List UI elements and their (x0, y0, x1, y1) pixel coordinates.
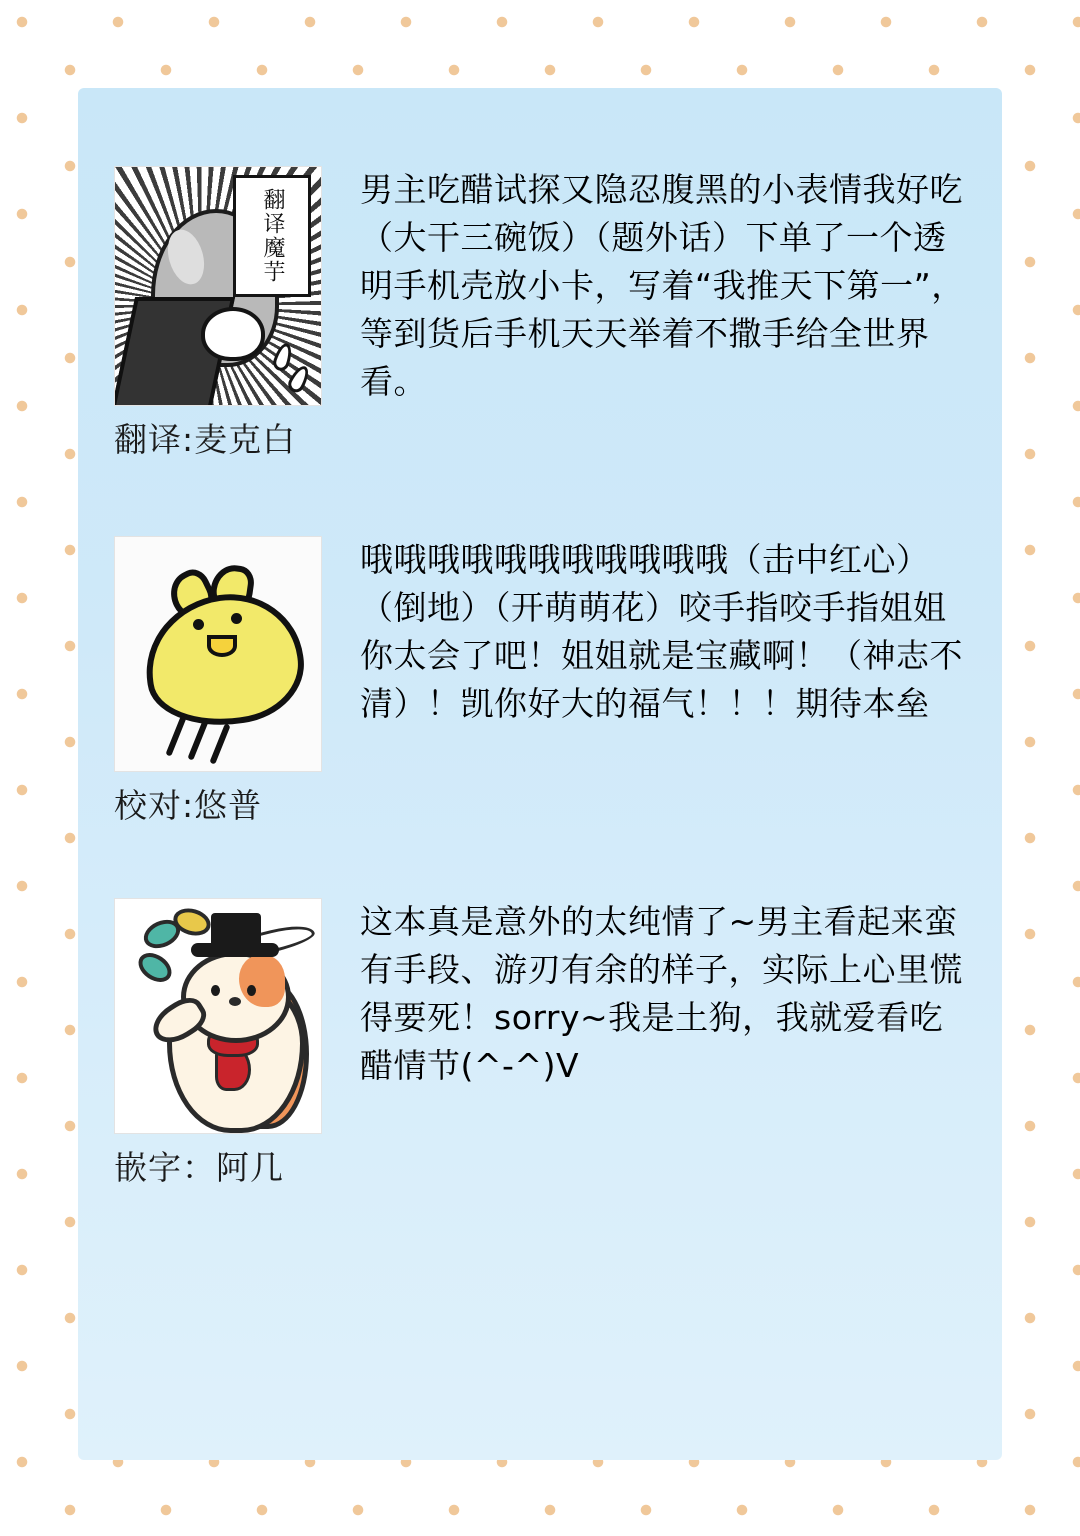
chick-body (137, 585, 312, 736)
motion-line (187, 719, 208, 760)
credit-entry (114, 166, 974, 460)
hamster-eye-right (247, 985, 256, 996)
credits-card (78, 88, 1002, 1460)
credit-entry (114, 536, 974, 826)
motion-line (165, 715, 186, 756)
credit-entry (114, 898, 974, 1188)
hand-shape (201, 307, 265, 361)
credit-entry-left-column (114, 166, 332, 460)
hamster-eye-left (211, 985, 220, 996)
manga-panel-icon (114, 166, 322, 406)
yellow-chick-icon (114, 536, 322, 772)
top-hat-brim (191, 943, 279, 957)
credit-role-label: 校对:悠普 (114, 786, 263, 825)
credit-role-label: 嵌字：阿几 (114, 1148, 284, 1187)
chick-beak (207, 635, 237, 657)
credit-entry-left-column (114, 898, 332, 1188)
hamster-tophat-icon (114, 898, 322, 1134)
speech-bubble-text: 翻译魔芋 (260, 188, 285, 284)
coin-icon (133, 947, 177, 988)
credit-role-label: 翻译:麦克白 (114, 420, 297, 459)
top-hat-icon (211, 913, 261, 947)
motion-line (209, 723, 230, 764)
hamster-fur-patch (239, 955, 285, 1007)
hamster-nose (229, 997, 241, 1006)
credit-comment-text: 这本真是意外的太纯情了~男主看起来蛮有手段、游刃有余的样子，实际上心里慌得要死！sorry~我是土狗，我就爱看吃醋情节(^-^)V (360, 902, 963, 1085)
chick-eye-left (193, 619, 204, 630)
credit-comment-text: 哦哦哦哦哦哦哦哦哦哦哦（击中红心）（倒地）（开萌萌花）咬手指咬手指姐姐你太会了吧！姐姐就是宝藏啊！（神志不清）！凯你好大的福气！！！期待本垒 (360, 540, 963, 723)
chick-eye-right (231, 613, 242, 624)
credit-comment-text: 男主吃醋试探又隐忍腹黑的小表情我好吃（大干三碗饭）（题外话）下单了一个透明手机壳放小卡，写着“我推天下第一”，等到货后手机天天举着不撒手给全世界看。 (360, 170, 965, 401)
speech-bubble (233, 175, 311, 297)
credit-entry-left-column (114, 536, 332, 826)
